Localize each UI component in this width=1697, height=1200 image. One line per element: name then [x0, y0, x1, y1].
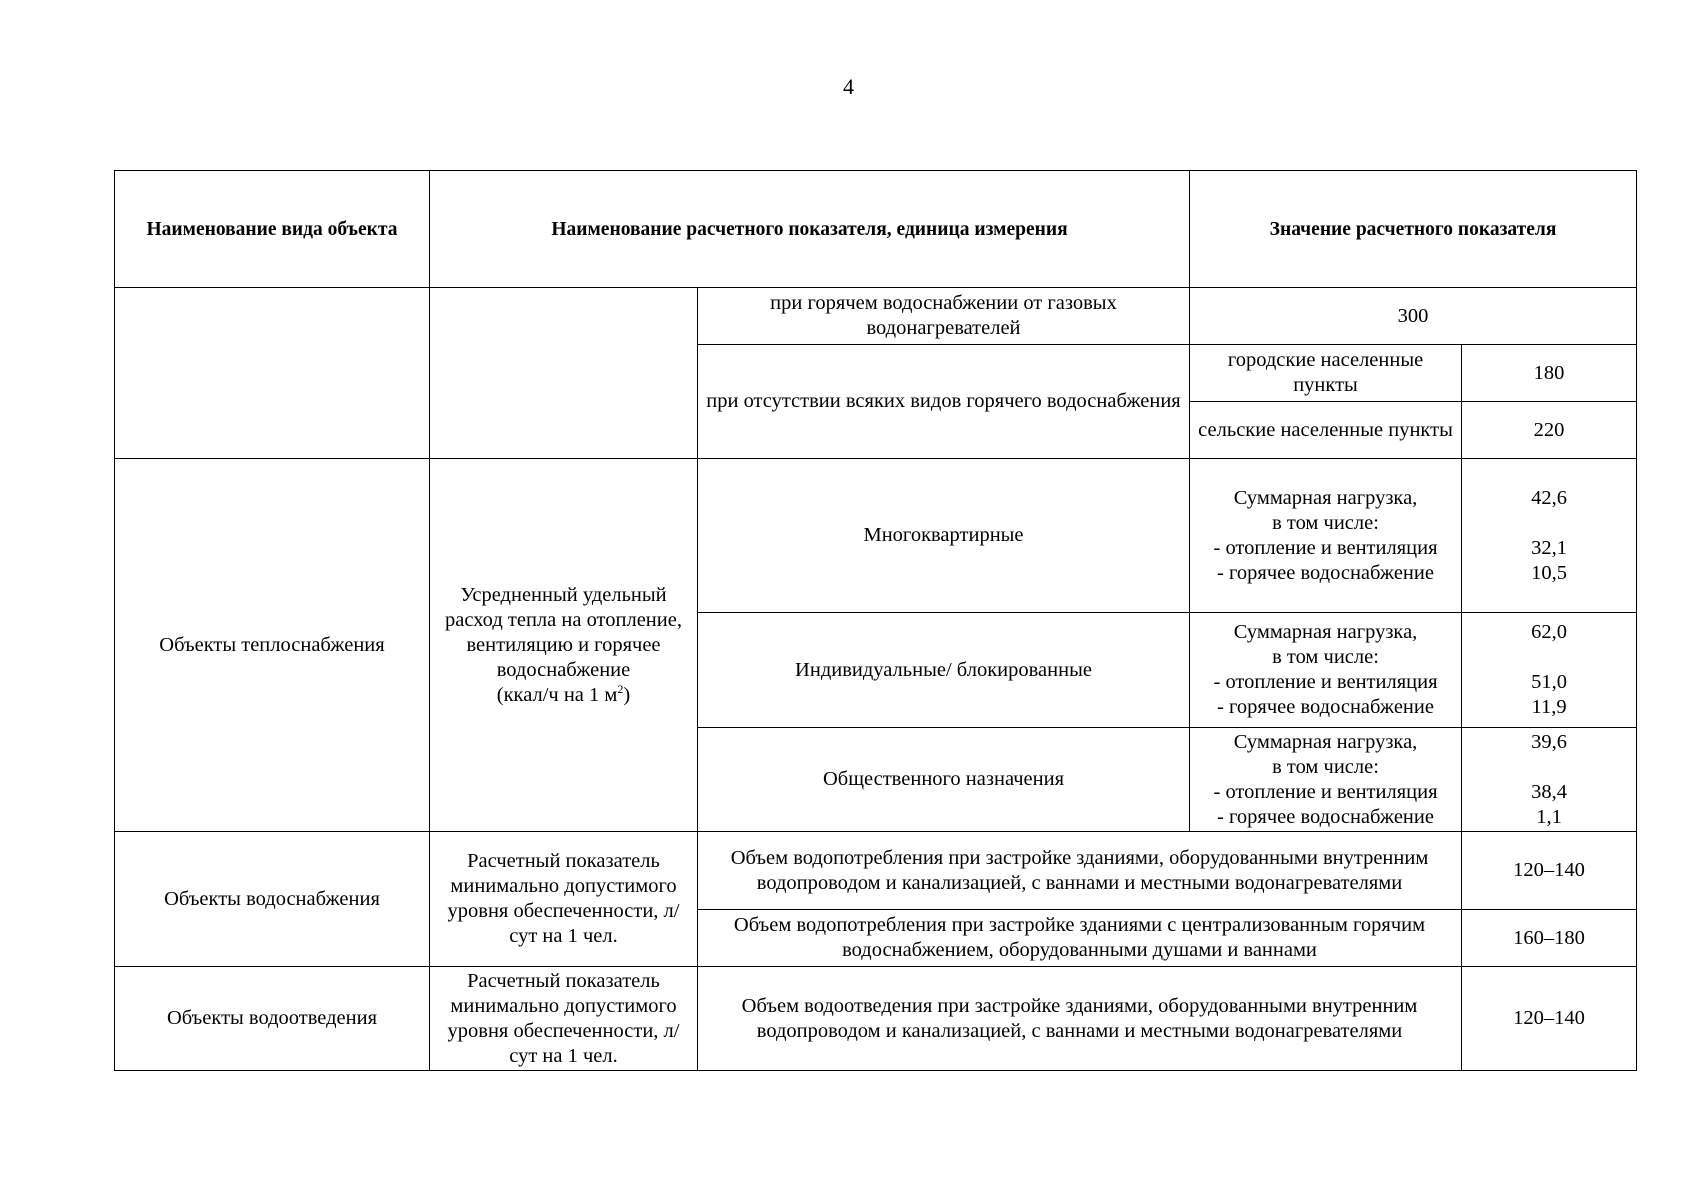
load-hot-water-value: 11,9	[1531, 696, 1567, 718]
load-values	[1462, 728, 1637, 832]
heat-object-name: Объекты теплоснабжения	[115, 459, 430, 832]
load-hot-water-value: 10,5	[1531, 561, 1567, 584]
water-supply-row1-text: Объем водопотребления при застройке зданиями, оборудованными внутренним водопроводом и канализацией, с ваннами и местными водонагревателями	[698, 832, 1462, 910]
load-values	[1462, 459, 1637, 613]
urban-value: 180	[1462, 345, 1637, 402]
load-breakdown	[1190, 613, 1462, 728]
load-heating-label: - отопление и вентиляция	[1213, 671, 1438, 693]
load-total-value: 39,6	[1531, 730, 1567, 753]
table-header-row	[115, 171, 1637, 288]
load-hot-water-label: - горячее водоснабжение	[1217, 561, 1434, 584]
load-total-label: Суммарная нагрузка,	[1233, 621, 1418, 643]
urban-label: городские населенные пункты	[1190, 345, 1462, 402]
indicators-table	[114, 170, 1637, 1071]
load-total-value: 62,0	[1531, 621, 1567, 643]
load-heating-value: 38,4	[1531, 780, 1567, 803]
empty-object-cell	[115, 288, 430, 459]
table-row	[115, 288, 1637, 345]
water-supply-row1-value: 120–140	[1462, 832, 1637, 910]
load-breakdown	[1190, 459, 1462, 613]
water-supply-object-name: Объекты водоснабжения	[115, 832, 430, 967]
drainage-row-value: 120–140	[1462, 967, 1637, 1071]
empty-indicator-cell	[430, 288, 698, 459]
load-values	[1462, 613, 1637, 728]
rural-label: сельские населенные пункты	[1190, 402, 1462, 459]
drainage-object-name: Объекты водоотведения	[115, 967, 430, 1071]
load-heating-label: - отопление и вентиляция	[1213, 780, 1438, 803]
drainage-indicator: Расчетный показатель минимально допустимого уровня обеспеченности, л/сут на 1 чел.	[430, 967, 698, 1071]
header-object-type: Наименование вида объекта	[115, 171, 430, 288]
load-total-value: 42,6	[1531, 486, 1567, 509]
page-number: 4	[843, 74, 854, 99]
load-hot-water-label: - горячее водоснабжение	[1217, 696, 1434, 718]
building-type-individual: Индивидуальные/ блокированные	[698, 613, 1190, 728]
heat-indicator-text: Усредненный удельный расход тепла на отопление, вентиляцию и горячее водоснабжение	[445, 583, 682, 681]
load-including-label: в том числе:	[1272, 511, 1379, 534]
drainage-row-text: Объем водоотведения при застройке зданиями, оборудованными внутренним водопроводом и канализацией, с ваннами и местными водонагревателями	[698, 967, 1462, 1071]
heat-indicator	[430, 459, 698, 832]
load-hot-water-label: - горячее водоснабжение	[1217, 805, 1434, 828]
load-hot-water-value: 1,1	[1536, 805, 1562, 828]
load-total-label: Суммарная нагрузка,	[1233, 486, 1418, 509]
gas-heaters-label: при горячем водоснабжении от газовых водонагревателей	[698, 288, 1190, 345]
water-supply-row2-value: 160–180	[1462, 910, 1637, 967]
header-indicator-value: Значение расчетного показателя	[1190, 171, 1637, 288]
heat-indicator-unit: (ккал/ч на 1 $м^2$)	[496, 681, 631, 706]
water-supply-row2-text: Объем водопотребления при застройке зданиями с централизованным горячим водоснабжением, оборудованными душами и ваннами	[698, 910, 1462, 967]
water-supply-indicator: Расчетный показатель минимально допустимого уровня обеспеченности, л/сут на 1 чел.	[430, 832, 698, 967]
load-including-label: в том числе:	[1272, 755, 1379, 778]
building-type-apartment: Многоквартирные	[698, 459, 1190, 613]
load-heating-label: - отопление и вентиляция	[1213, 536, 1438, 559]
load-heating-value: 32,1	[1531, 536, 1567, 559]
load-heating-value: 51,0	[1531, 671, 1567, 693]
building-type-public: Общественного назначения	[698, 728, 1190, 832]
gas-heaters-value: 300	[1190, 288, 1637, 345]
table-row	[115, 967, 1637, 1071]
no-hot-water-label: при отсутствии всяких видов горячего водоснабжения	[698, 345, 1190, 459]
load-breakdown	[1190, 728, 1462, 832]
header-indicator-name: Наименование расчетного показателя, единица измерения	[430, 171, 1190, 288]
table-row	[115, 459, 1637, 613]
rural-value: 220	[1462, 402, 1637, 459]
table-row	[115, 832, 1637, 910]
load-total-label: Суммарная нагрузка,	[1233, 730, 1418, 753]
load-including-label: в том числе:	[1272, 646, 1379, 668]
